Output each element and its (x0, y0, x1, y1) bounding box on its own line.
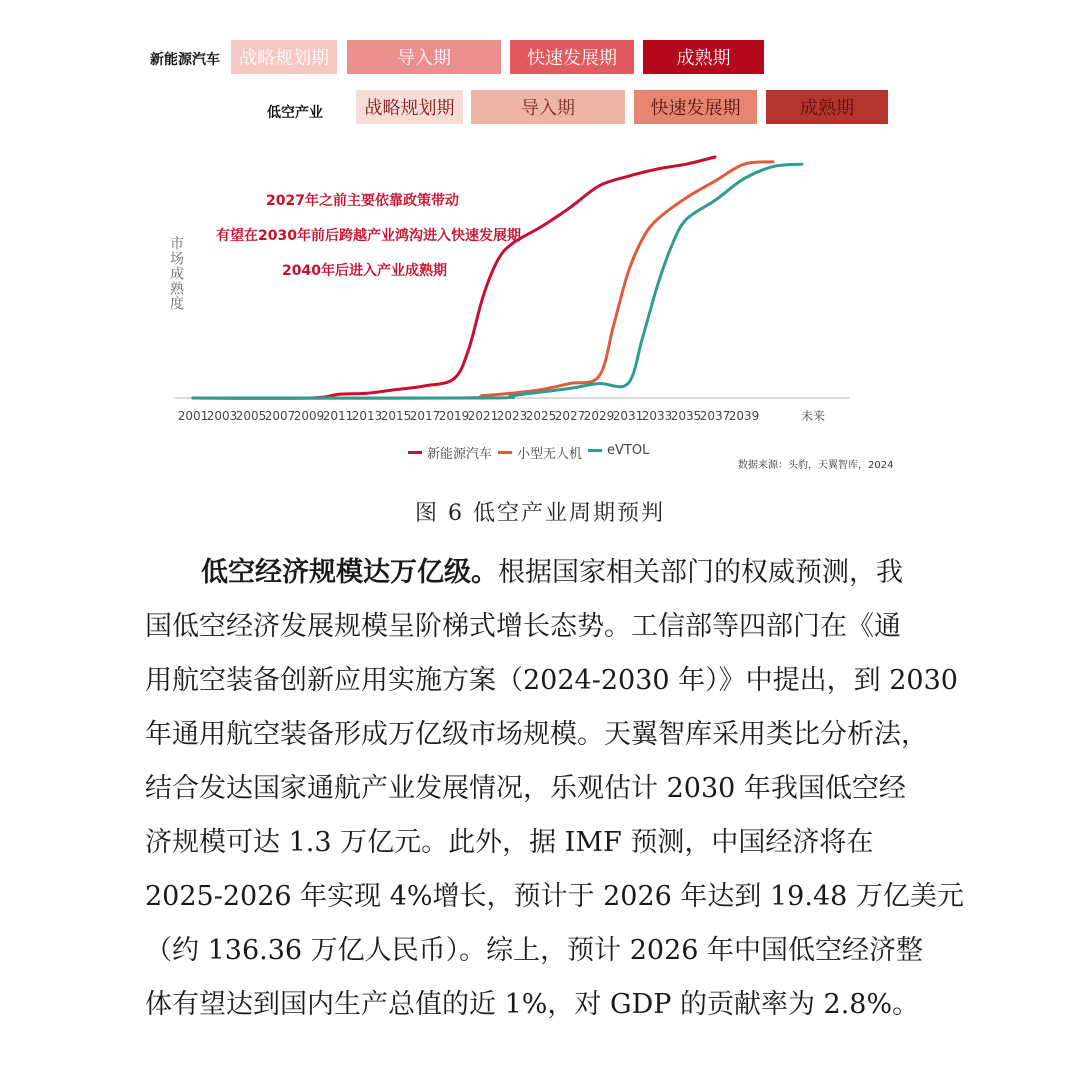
chart-annotation: 2027年之前主要依靠政策带动 (266, 193, 459, 209)
x-tick-label: 2037 (699, 409, 731, 423)
x-tick-label: 2009 (293, 409, 325, 423)
x-tick-label: 2023 (496, 409, 528, 423)
legend-swatch (498, 451, 512, 454)
body-paragraph (145, 546, 964, 1032)
x-tick-label: 2027 (554, 409, 586, 423)
phase-box: 导入期 (347, 40, 501, 74)
maturity-line-chart (0, 0, 1080, 480)
x-tick-label: 2017 (409, 409, 441, 423)
legend-swatch (408, 451, 422, 454)
legend-item-evtol (588, 443, 649, 458)
chart-annotation: 2040年后进入产业成熟期 (282, 263, 447, 279)
x-tick-label: 2001 (177, 409, 209, 423)
phase-box: 导入期 (471, 90, 625, 124)
body-line (145, 546, 945, 600)
body-line: 2025-2026 年实现 4%增长，预计于 2026 年达到 19.48 万亿美元 (145, 881, 964, 912)
x-tick-label: 2035 (670, 409, 702, 423)
legend-label: eVTOL (607, 443, 650, 458)
x-tick-label: 2007 (264, 409, 296, 423)
data-source-note: 数据来源：头豹，天翼智库，2024 (738, 460, 894, 471)
phase-row-label: 低空产业 (267, 105, 323, 121)
legend-label: 小型无人机 (517, 447, 583, 462)
x-tick-label: 2029 (583, 409, 615, 423)
x-tick-label: 2033 (641, 409, 673, 423)
x-tick-label: 2013 (351, 409, 383, 423)
figure-caption: 图 6 低空产业周期预判 (415, 501, 665, 526)
phase-box: 战略规划期 (231, 40, 337, 74)
body-lead: 低空经济规模达万亿级。 (201, 557, 498, 588)
phase-box: 战略规划期 (356, 90, 463, 124)
body-line: 国低空经济发展规模呈阶梯式增长态势。工信部等四部门在《通 (145, 611, 901, 642)
body-line: 体有望达到国内生产总值的近 1%，对 GDP 的贡献率为 2.8%。 (145, 989, 920, 1020)
legend-item-nev (408, 443, 492, 462)
body-line: 年通用航空装备形成万亿级市场规模。天翼智库采用类比分析法， (145, 719, 928, 750)
x-tick-label: 2011 (322, 409, 354, 423)
x-tick-label: 2025 (525, 409, 557, 423)
y-axis-label: 市场成熟度 (168, 236, 184, 311)
x-tick-label: 2003 (206, 409, 238, 423)
x-tick-labels (178, 408, 825, 423)
body-line: 结合发达国家通航产业发展情况，乐观估计 2030 年我国低空经 (145, 773, 906, 804)
phase-box: 成熟期 (766, 90, 888, 124)
legend-swatch (588, 449, 602, 452)
x-tick-label: 未来 (800, 409, 826, 423)
x-tick-label: 2039 (728, 409, 760, 423)
body-line-text: 根据国家相关部门的权威预测，我 (498, 557, 903, 588)
x-tick-label: 2015 (380, 409, 412, 423)
legend-item-drone (498, 443, 582, 462)
legend-label: 新能源汽车 (427, 447, 493, 462)
phase-box: 快速发展期 (510, 40, 634, 74)
phase-box: 快速发展期 (634, 90, 757, 124)
phase-row-label: 新能源汽车 (150, 52, 220, 68)
x-tick-label: 2005 (235, 409, 267, 423)
phase-box: 成熟期 (643, 40, 764, 74)
body-line: 用航空装备创新应用实施方案（2024-2030 年）》中提出，到 2030 (145, 665, 958, 696)
body-line: （约 136.36 万亿人民币）。综上，预计 2026 年中国低空经济整 (145, 935, 924, 966)
x-tick-label: 2021 (467, 409, 499, 423)
x-tick-label: 2019 (438, 409, 470, 423)
body-line: 济规模可达 1.3 万亿元。此外，据 IMF 预测，中国经济将在 (145, 827, 874, 858)
chart-annotation: 有望在2030年前后跨越产业鸿沟进入快速发展期 (216, 228, 521, 244)
x-tick-label: 2031 (612, 409, 644, 423)
